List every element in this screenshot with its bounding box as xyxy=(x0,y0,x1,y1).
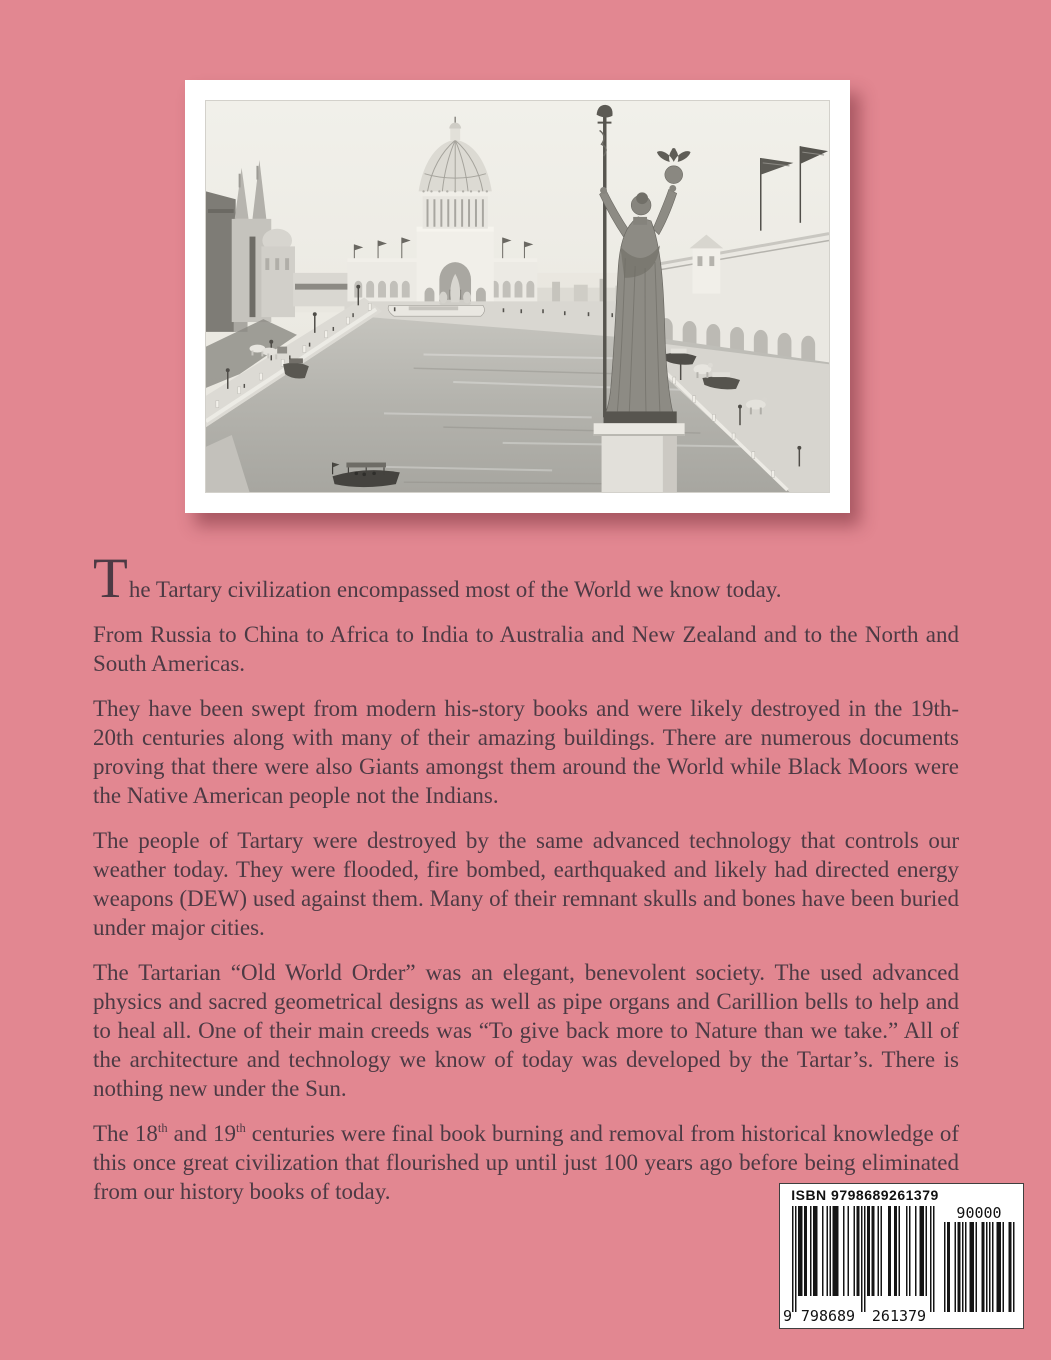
back-cover-text xyxy=(93,544,959,1222)
supplement-bars xyxy=(944,1222,1015,1312)
ordinal-19th: th xyxy=(235,1121,246,1135)
barcode-svg xyxy=(780,1184,1023,1328)
cover-photo-frame xyxy=(185,80,850,513)
paragraph-1 xyxy=(93,547,959,610)
paragraph-6-part1: The 18 xyxy=(93,1121,158,1146)
paragraph-1-text: he Tartary civilization encompassed most of the World we know today. xyxy=(128,577,782,602)
paragraph-6-part2: and 19 xyxy=(167,1121,236,1146)
white-launch xyxy=(388,305,484,316)
supplement-digits: 90000 xyxy=(956,1204,1002,1222)
cover-photo xyxy=(205,100,830,493)
paragraph-4: The people of Tartary were destroyed by the same advanced technology that controls our weather today. They were flooded, fire bombed, earthquaked and likely had directed energy weapons (DEW) used against them. Many of their remnant skulls and bones have been buried under major cities. xyxy=(93,828,959,940)
ean-digits-left: 798689 xyxy=(800,1307,856,1325)
paragraph-2: From Russia to China to Africa to India to Australia and New Zealand and to the North and South Americas. xyxy=(93,622,959,676)
paragraph-6-part3: centuries were final book burning and removal from historical knowledge of this once great civilization that flourished up until just 100 years ago before being eliminated from our history books of today. xyxy=(93,1121,959,1204)
isbn-barcode xyxy=(779,1183,1024,1329)
ordinal-18th: th xyxy=(157,1121,168,1135)
dropcap-T: T xyxy=(93,547,129,610)
ean13-bars xyxy=(792,1206,935,1312)
paragraph-3: They have been swept from modern his-story books and were likely destroyed in the 19th-20th centuries along with many of their amazing buildings. There are numerous documents proving that there were also Giants amongst them around the World while Black Moors were the Native American people not the Indians. xyxy=(93,696,959,808)
ean-digits-right: 261379 xyxy=(871,1307,927,1325)
ean-digit-first: 9 xyxy=(783,1307,793,1325)
paragraph-5: The Tartarian “Old World Order” was an elegant, benevolent society. The used advanced physics and sacred geometrical designs as well as pipe organs and Carillion bells to help and to heal all. One of their main creeds was “To give back more to Nature than we take.” All of the architecture and technology we know of today was developed by the Tartar’s. There is nothing new under the Sun. xyxy=(93,960,959,1101)
isbn-label: ISBN 9798689261379 xyxy=(791,1187,939,1203)
